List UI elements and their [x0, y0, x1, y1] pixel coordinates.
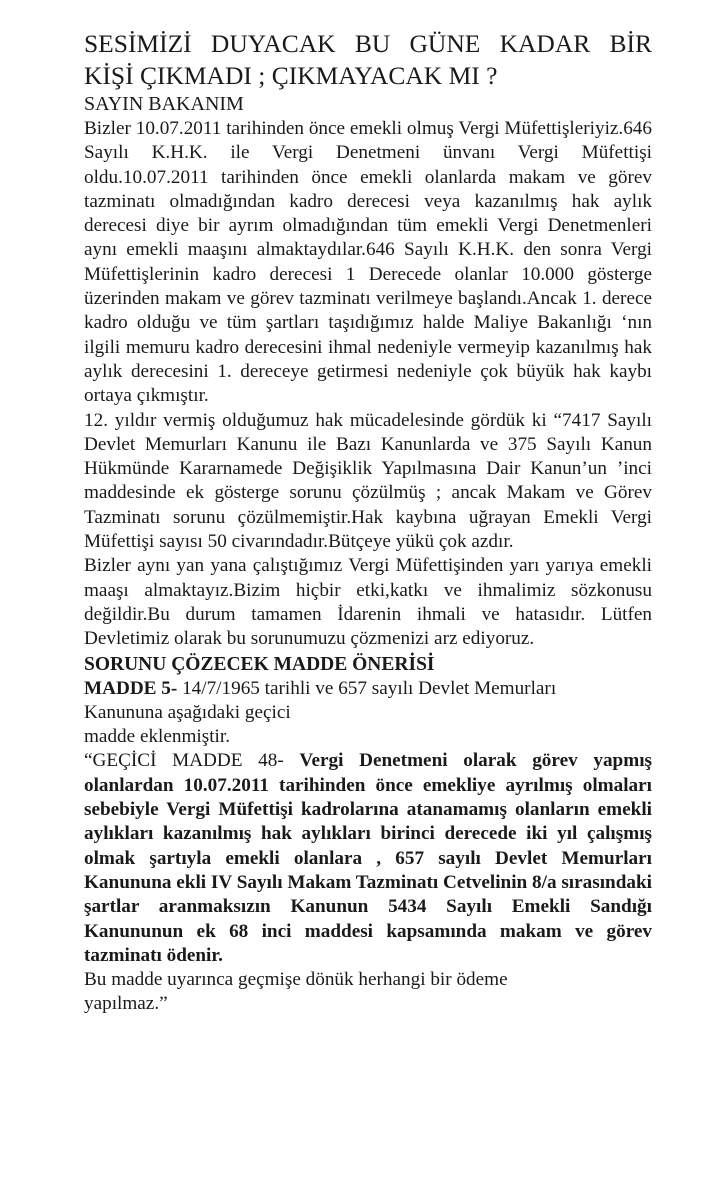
- paragraph-3: Bizler aynı yan yana çalıştığımız Vergi Müfettişinden yarı yarıya emekli maaşı almaktayız.Bizim hiçbir etki,katkı ve ihmalimiz sözkonusu değildir.Bu durum tamamen İdarenin ihmali ve hatasıdır. Lütfen Devletimiz olarak bu sorunumuzu çözmenizi arz ediyoruz.: [84, 555, 652, 650]
- title-line-2: KİŞİ ÇIKMADI ; ÇIKMAYACAK MI ?: [84, 61, 498, 90]
- gecici-prefix: “GEÇİCİ MADDE 48-: [84, 750, 300, 772]
- madde-5-line-1: [84, 677, 652, 701]
- gecici-madde-text: Vergi Denetmeni olarak görev yapmış olanlardan 10.07.2011 tarihinden önce emekliye ayrılmış olmaları sebebiyle Vergi Müfettişi kadrolarına atanamamış olanların emekli aylıkları kazanılmış hak aylıkları birinci derecede iki yıl çalışmış olmak şartıyla emekli olanlara , 657 sayılı Devlet Memurları Kanununa ekli IV Sayılı Makam Tazminatı Cetvelinin 8/a sırasındaki şartlar aranmaksızın Kanunun 5434 Sayılı Emekli Sandığı Kanununun ek 68 inci maddesi kapsamında makam ve görev tazminatı ödenir.: [84, 750, 652, 966]
- salutation: SAYIN BAKANIM: [84, 93, 244, 115]
- closing-line-1: Bu madde uyarınca geçmişe dönük herhangi bir ödeme: [84, 969, 508, 991]
- title-line-1: SESİMİZİ DUYACAK BU GÜNE KADAR BİR: [84, 29, 652, 58]
- madde-text-1: 14/7/1965 tarihli ve 657 sayılı Devlet Memurları: [177, 677, 557, 699]
- proposal-heading: SORUNU ÇÖZECEK MADDE ÖNERİSİ: [84, 653, 435, 675]
- closing-line-2: yapılmaz.”: [84, 993, 168, 1015]
- closing-note: [84, 968, 652, 1017]
- madde-text-3: madde eklenmiştir.: [84, 726, 231, 748]
- gecici-madde-48: [84, 749, 652, 968]
- paragraph-2: 12. yıldır vermiş olduğumuz hak mücadelesinde gördük ki “7417 Sayılı Devlet Memurları Kanunu ile Bazı Kanunlarda ve 375 Sayılı Kanun Hükmünde Kararnamede Değişiklik Yapılmasına Dair Kanun’un ’inci maddesinde ek gösterge sorunu çözülmüş ; ancak Makam ve Görev Tazminatı sorunu çözülmemiştir.Hak kaybına uğrayan Emekli Vergi Müfettişi sayısı 50 civarındadır.Bütçeye yükü çok azdır.: [84, 409, 652, 553]
- document-title: [84, 28, 652, 92]
- paragraph-1: Bizler 10.07.2011 tarihinden önce emekli olmuş Vergi Müfettişleriyiz.646 Sayılı K.H.K. ile Vergi Denetmeni ünvanı Vergi Müfettişi oldu.10.07.2011 tarihinden önce emekli olanlarda makam ve görev tazminatı olmadığından kadro derecesi veya kazanılmış hak aylık derecesi diye bir ayrım olmadığından tüm emekli Vergi Denetmenleri aynı emekli maaşını almaktaydılar.646 Sayılı K.H.K. den sonra Vergi Müfettişlerinin kadro derecesi 1 Derecede olanlar 10.000 gösterge üzerinden makam ve görev tazminatı verilmeye başlandı.Ancak 1. derece kadro olduğu ve tüm şartları taşıdığımız halde Maliye Bakanlığı ‘nın ilgili memuru kadro derecesini ihmal nedeniyle vermeyip kazanılmış hak aylık derecesini 1. dereceye getirmesi nedeniyle çok büyük hak kaybı ortaya çıkmıştır.: [84, 118, 652, 407]
- madde-5: [84, 677, 652, 750]
- letter-document: [84, 28, 652, 1017]
- madde-label: MADDE 5-: [84, 677, 178, 699]
- madde-text-2: Kanununa aşağıdaki geçici: [84, 701, 291, 723]
